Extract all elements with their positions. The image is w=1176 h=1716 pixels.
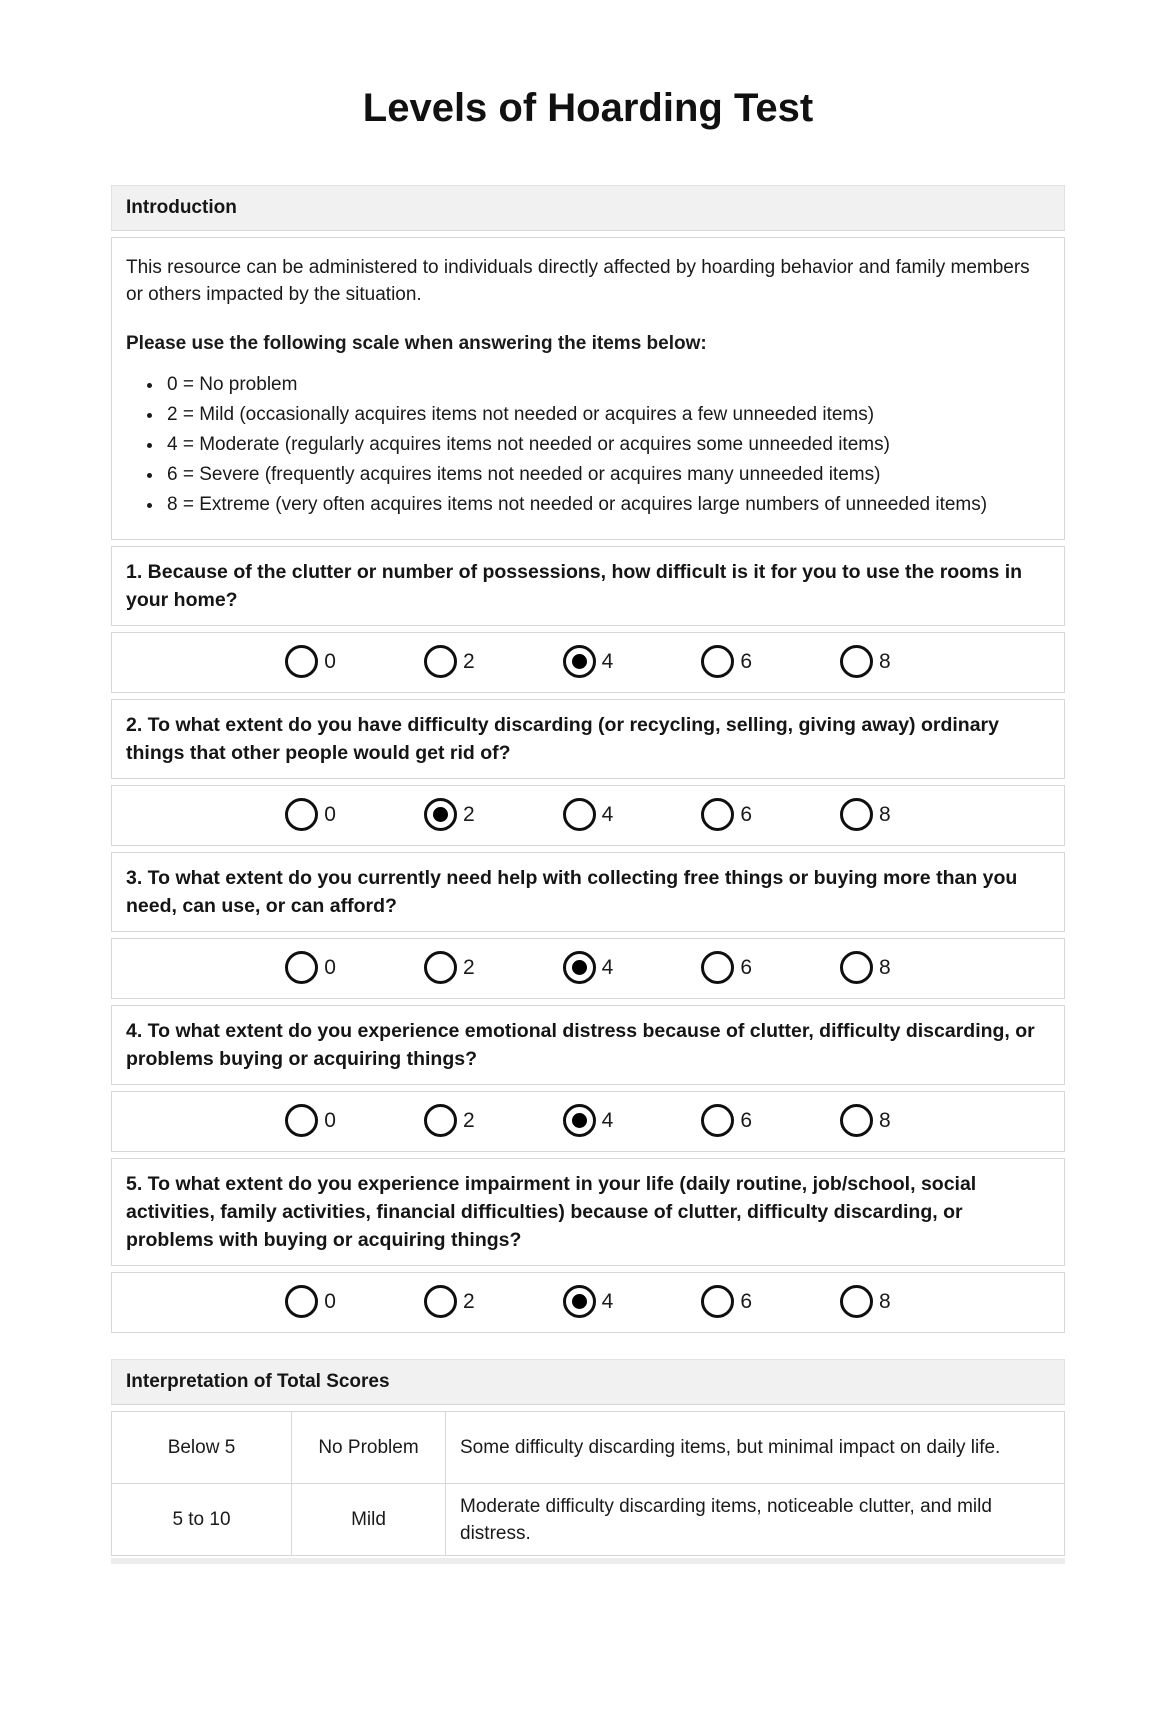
radio-option-label: 4 <box>601 649 614 673</box>
page-title: Levels of Hoarding Test <box>362 86 814 130</box>
q2-option-4[interactable] <box>563 798 614 831</box>
radio-option-label: 0 <box>324 1289 336 1313</box>
radio-icon[interactable] <box>285 1285 318 1318</box>
radio-option-label: 6 <box>740 649 753 673</box>
radio-icon[interactable] <box>424 951 457 984</box>
radio-option-label: 8 <box>879 1289 891 1313</box>
scale-item: • 4 = Moderate (regularly acquires items not needed or acquires some unneeded items) <box>164 431 1050 459</box>
q2-option-6[interactable] <box>701 798 752 831</box>
q2-option-0[interactable] <box>285 798 336 831</box>
q4-option-0[interactable] <box>285 1104 336 1137</box>
radio-icon[interactable] <box>840 951 873 984</box>
q1-option-0[interactable] <box>285 645 336 678</box>
radio-icon[interactable] <box>563 798 596 831</box>
q2-option-2[interactable] <box>424 798 475 831</box>
scale-item: • 2 = Mild (occasionally acquires items not needed or acquires a few unneeded items) <box>164 401 1050 429</box>
radio-icon[interactable] <box>840 1285 873 1318</box>
q3-option-2[interactable] <box>424 951 475 984</box>
radio-icon[interactable] <box>424 1104 457 1137</box>
radio-icon[interactable] <box>285 798 318 831</box>
interpretation-table <box>111 1411 1065 1556</box>
q1-option-4[interactable] <box>563 645 614 678</box>
interpretation-header: Interpretation of Total Scores <box>111 1359 1065 1405</box>
radio-icon[interactable] <box>563 1104 596 1137</box>
radio-icon[interactable] <box>285 951 318 984</box>
introduction-section <box>111 237 1065 540</box>
question-2-text: 2. To what extent do you have difficulty discarding (or recycling, selling, giving away) ordinary things that other people would get rid of? <box>111 699 1065 779</box>
radio-icon[interactable] <box>840 798 873 831</box>
radio-icon[interactable] <box>701 798 734 831</box>
radio-option-label: 4 <box>601 1108 614 1132</box>
q5-option-0[interactable] <box>285 1285 336 1318</box>
question-4-text: 4. To what extent do you experience emotional distress because of clutter, difficulty discarding, or problems buying or acquiring things? <box>111 1005 1065 1085</box>
radio-option-label: 0 <box>324 802 336 826</box>
scale-heading: Please use the following scale when answering the items below: <box>126 333 707 354</box>
table-row <box>112 1484 1065 1556</box>
radio-option-label: 4 <box>601 1289 614 1313</box>
table-row <box>112 1412 1065 1484</box>
radio-option-label: 2 <box>462 955 475 979</box>
question-1-options <box>111 632 1065 693</box>
radio-option-label: 6 <box>740 955 753 979</box>
q4-option-6[interactable] <box>701 1104 752 1137</box>
q4-option-2[interactable] <box>424 1104 475 1137</box>
question-3-text: 3. To what extent do you currently need help with collecting free things or buying more than you need, can use, or can afford? <box>111 852 1065 932</box>
q4-option-4[interactable] <box>563 1104 614 1137</box>
form-body <box>111 185 1065 1564</box>
radio-option-label: 0 <box>324 649 336 673</box>
q2-option-8[interactable] <box>840 798 891 831</box>
q1-option-6[interactable] <box>701 645 752 678</box>
section-gap <box>111 1339 1065 1359</box>
score-description-cell: Some difficulty discarding items, but minimal impact on daily life. <box>446 1412 1065 1484</box>
radio-option-label: 0 <box>324 955 336 979</box>
radio-icon[interactable] <box>701 1285 734 1318</box>
score-label-cell: No Problem <box>292 1412 446 1484</box>
q3-option-8[interactable] <box>840 951 891 984</box>
radio-option-label: 2 <box>462 1289 475 1313</box>
radio-option-label: 6 <box>740 1108 753 1132</box>
radio-icon[interactable] <box>563 645 596 678</box>
radio-icon[interactable] <box>285 1104 318 1137</box>
q5-option-2[interactable] <box>424 1285 475 1318</box>
score-label-cell: Mild <box>292 1484 446 1556</box>
question-1-text: 1. Because of the clutter or number of possessions, how difficult is it for you to use the rooms in your home? <box>111 546 1065 626</box>
question-4-options <box>111 1091 1065 1152</box>
q1-option-2[interactable] <box>424 645 475 678</box>
radio-icon[interactable] <box>701 645 734 678</box>
radio-option-label: 8 <box>879 1108 891 1132</box>
question-5-text: 5. To what extent do you experience impairment in your life (daily routine, job/school, social activities, family activities, financial difficulties) because of clutter, difficulty discarding, or problems with buying or acquiring things? <box>111 1158 1065 1266</box>
radio-option-label: 8 <box>879 955 891 979</box>
q5-option-4[interactable] <box>563 1285 614 1318</box>
score-range-cell: Below 5 <box>112 1412 292 1484</box>
radio-icon[interactable] <box>424 1285 457 1318</box>
radio-icon[interactable] <box>563 951 596 984</box>
radio-option-label: 6 <box>740 802 753 826</box>
radio-icon[interactable] <box>563 1285 596 1318</box>
question-2-options <box>111 785 1065 846</box>
q1-option-8[interactable] <box>840 645 891 678</box>
q3-option-6[interactable] <box>701 951 752 984</box>
introduction-header: Introduction <box>111 185 1065 231</box>
radio-option-label: 2 <box>462 649 475 673</box>
radio-option-label: 2 <box>462 802 475 826</box>
q4-option-8[interactable] <box>840 1104 891 1137</box>
radio-option-label: 0 <box>324 1108 336 1132</box>
radio-option-label: 8 <box>879 649 891 673</box>
radio-option-label: 8 <box>879 802 891 826</box>
radio-option-label: 4 <box>601 802 614 826</box>
score-description-cell: Moderate difficulty discarding items, noticeable clutter, and mild distress. <box>446 1484 1065 1556</box>
question-3-options <box>111 938 1065 999</box>
radio-icon[interactable] <box>424 645 457 678</box>
radio-icon[interactable] <box>701 951 734 984</box>
question-5-options <box>111 1272 1065 1333</box>
radio-icon[interactable] <box>424 798 457 831</box>
scale-list <box>126 371 1050 519</box>
q3-option-4[interactable] <box>563 951 614 984</box>
scale-item: • 0 = No problem <box>164 371 1050 399</box>
next-row-cutoff-sliver <box>111 1558 1065 1564</box>
radio-icon[interactable] <box>840 1104 873 1137</box>
radio-option-label: 2 <box>462 1108 475 1132</box>
score-range-cell: 5 to 10 <box>112 1484 292 1556</box>
radio-option-label: 4 <box>601 955 614 979</box>
scale-item: • 8 = Extreme (very often acquires items not needed or acquires large numbers of unneeded items) <box>164 491 1050 519</box>
q5-option-8[interactable] <box>840 1285 891 1318</box>
radio-icon[interactable] <box>840 645 873 678</box>
radio-option-label: 6 <box>740 1289 753 1313</box>
scale-item: • 6 = Severe (frequently acquires items not needed or acquires many unneeded items) <box>164 461 1050 489</box>
radio-icon[interactable] <box>701 1104 734 1137</box>
introduction-paragraph: This resource can be administered to individuals directly affected by hoarding behavior and family members or others impacted by the situation. <box>126 257 1030 305</box>
radio-icon[interactable] <box>285 645 318 678</box>
q3-option-0[interactable] <box>285 951 336 984</box>
q5-option-6[interactable] <box>701 1285 752 1318</box>
